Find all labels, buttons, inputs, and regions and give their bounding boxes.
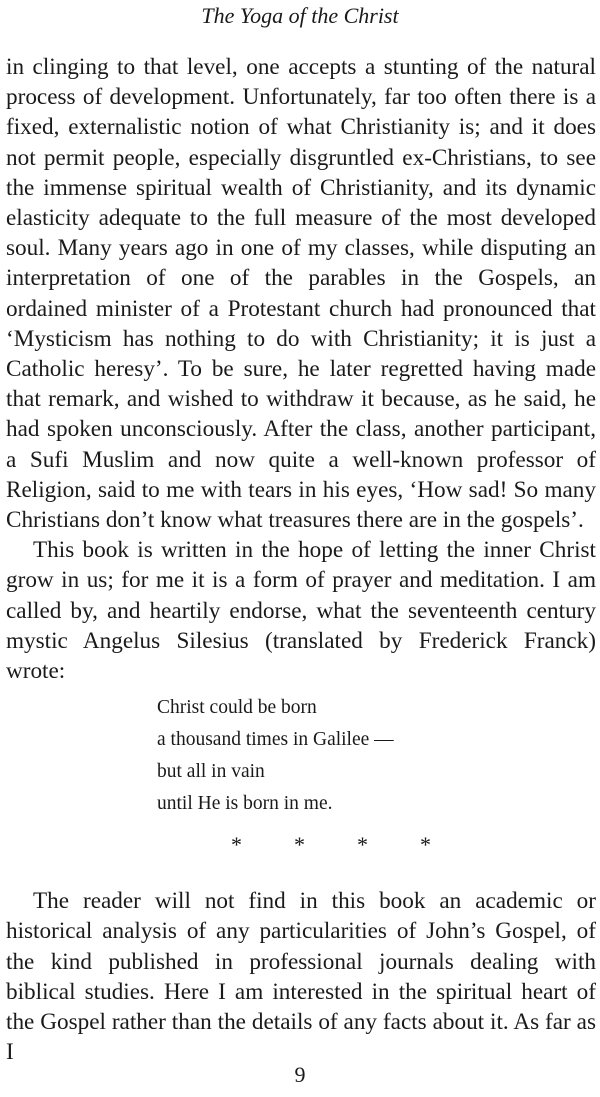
poem-line: a thousand times in Galilee — xyxy=(157,729,394,751)
separator-star: * xyxy=(357,832,368,858)
body-text xyxy=(6,52,596,1067)
paragraph-reader-note: The reader will not find in this book an academic or historical analysis of any particularities of John’s Gospel, of the kind published in professional journals dealing with biblical studies. Here I am interested in the spiritual heart of the Gospel rather than the details of any facts about it. As far as I xyxy=(6,888,596,1066)
page-number: 9 xyxy=(294,1062,306,1087)
separator-star: * xyxy=(231,832,242,858)
poem-line: until He is born in me. xyxy=(157,793,333,815)
poem-quote xyxy=(157,692,596,820)
separator-star: * xyxy=(420,832,431,858)
paragraph-intro-quote: This book is written in the hope of letting the inner Christ grow in us; for me it is a form of prayer and meditation. I am called by, and heartily endorse, what the seventeenth century mystic Angelus Silesius (translated by Frederick Franck) wrote: xyxy=(6,537,596,685)
separator-star: * xyxy=(294,832,305,858)
paragraph-continuation: in clinging to that level, one accepts a stunting of the natural process of development. Unfortunately, far too often there is a fixed, externalistic notion of what Christianity is; and it does not permit people, especially disgruntled ex-Christians, to see the immense spiritual wealth of Christianity, and its dynamic elasticity adequate to the full measure of the most developed soul. Many years ago in one of my classes, while disputing an interpretation of one of the parables in the Gospels, an ordained minister of a Protestant church had pronounced that ‘Mysticism has nothing to do with Christianity; it is just a Catholic heresy’. To be sure, he later regretted having made that remark, and wished to withdraw it because, as he said, he had spoken unconsciously. After the class, another participant, a Sufi Muslim and now quite a well-known professor of Religion, said to me with tears in his eyes, ‘How sad! So many Christians don’t know what treasures there are in the gospels’. xyxy=(6,54,596,534)
poem-line: Christ could be born xyxy=(157,697,317,719)
poem-line: but all in vain xyxy=(157,761,265,783)
section-separator xyxy=(66,830,596,860)
running-head: The Yoga of the Christ xyxy=(201,3,399,28)
